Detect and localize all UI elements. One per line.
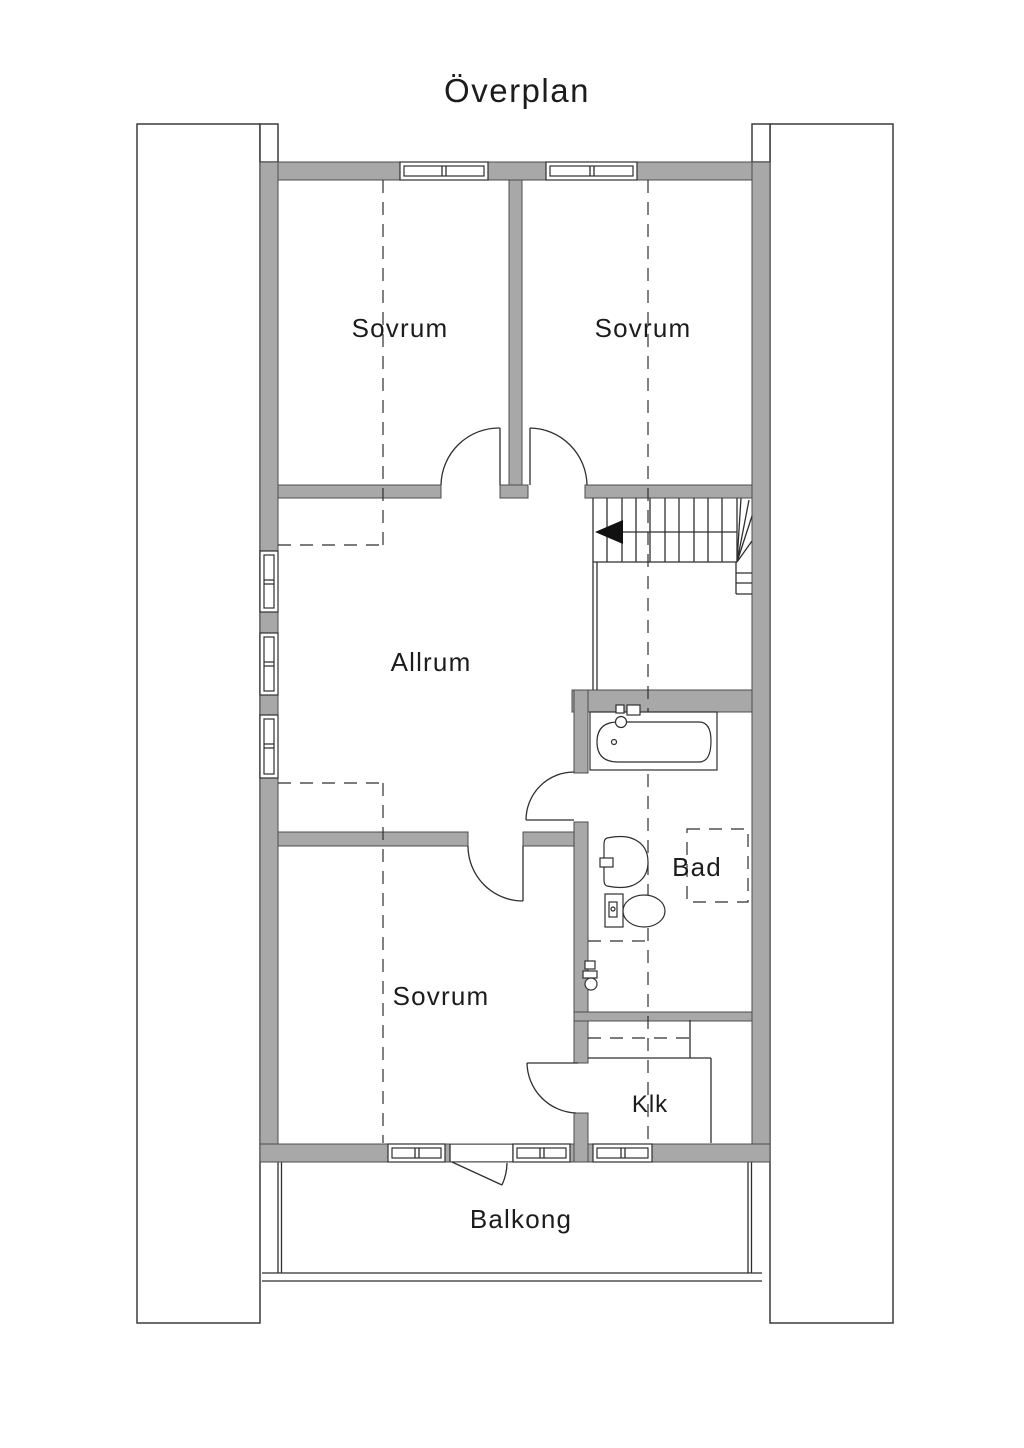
room-label-bedroom-top-left: Sovrum [351, 313, 449, 343]
window-left-1 [260, 551, 278, 612]
wall-bedrooms-south-right [585, 485, 752, 498]
wall-top [260, 162, 770, 180]
room-label-bedroom-bottom: Sovrum [392, 981, 490, 1011]
staircase [593, 498, 752, 690]
window-bottom-left [388, 1144, 445, 1162]
wall-bath-west-upper [574, 690, 588, 773]
bathtub-tap-icon [616, 705, 624, 713]
window-top-right [546, 162, 637, 180]
wall-bedrooms-south-left [278, 485, 441, 498]
window-left-2 [260, 633, 278, 695]
window-left-3 [260, 715, 278, 778]
room-label-living-room: Allrum [390, 647, 472, 677]
stairwell-opening [593, 562, 737, 690]
wall-allrum-bedroom-right [523, 832, 574, 846]
wall-bedroom-divider [509, 180, 522, 486]
stair-lower-steps [736, 562, 752, 594]
stair-direction-arrow-icon [595, 520, 623, 544]
toilet [605, 894, 665, 927]
stair-winders [737, 498, 752, 562]
right-roof-column [770, 124, 893, 1323]
balcony-door-opening [450, 1145, 513, 1161]
right-wall-notch [752, 124, 770, 162]
wall-divider-foot [500, 485, 528, 498]
wall-bath-west-mid [574, 822, 588, 1063]
sink [600, 837, 648, 888]
window-bottom-mid [513, 1144, 570, 1162]
window-top-left [400, 162, 488, 180]
door-bathroom [526, 772, 574, 820]
room-label-closet: Klk [631, 1091, 669, 1118]
room-label-bedroom-top-right: Sovrum [594, 313, 692, 343]
door-bedroom-top-left [441, 428, 500, 485]
wall-right [752, 162, 770, 1162]
wall-klk-west-stub [574, 1113, 588, 1162]
window-bottom-klk [593, 1144, 652, 1162]
door-bedroom-bottom [468, 846, 523, 901]
door-closet [527, 1063, 578, 1113]
door-bedroom-top-right [530, 428, 587, 485]
water-valve-icon [583, 961, 597, 990]
door-balcony [452, 1162, 507, 1185]
room-labels [352, 313, 722, 1234]
left-wall-notch [260, 124, 278, 162]
closet-shelving-lines [588, 1020, 711, 1143]
left-roof-column [137, 124, 260, 1323]
doors [441, 428, 587, 1185]
wall-bath-south [574, 1012, 752, 1021]
wall-allrum-bedroom-left [278, 832, 468, 846]
room-label-balcony: Balkong [469, 1204, 573, 1234]
page-title: Överplan [444, 72, 590, 109]
sink-tap-icon [600, 858, 613, 867]
wall-stair-bath [572, 690, 752, 712]
bathroom-fixtures [583, 705, 717, 990]
bathtub [590, 705, 717, 770]
room-label-bathroom: Bad [672, 852, 722, 882]
